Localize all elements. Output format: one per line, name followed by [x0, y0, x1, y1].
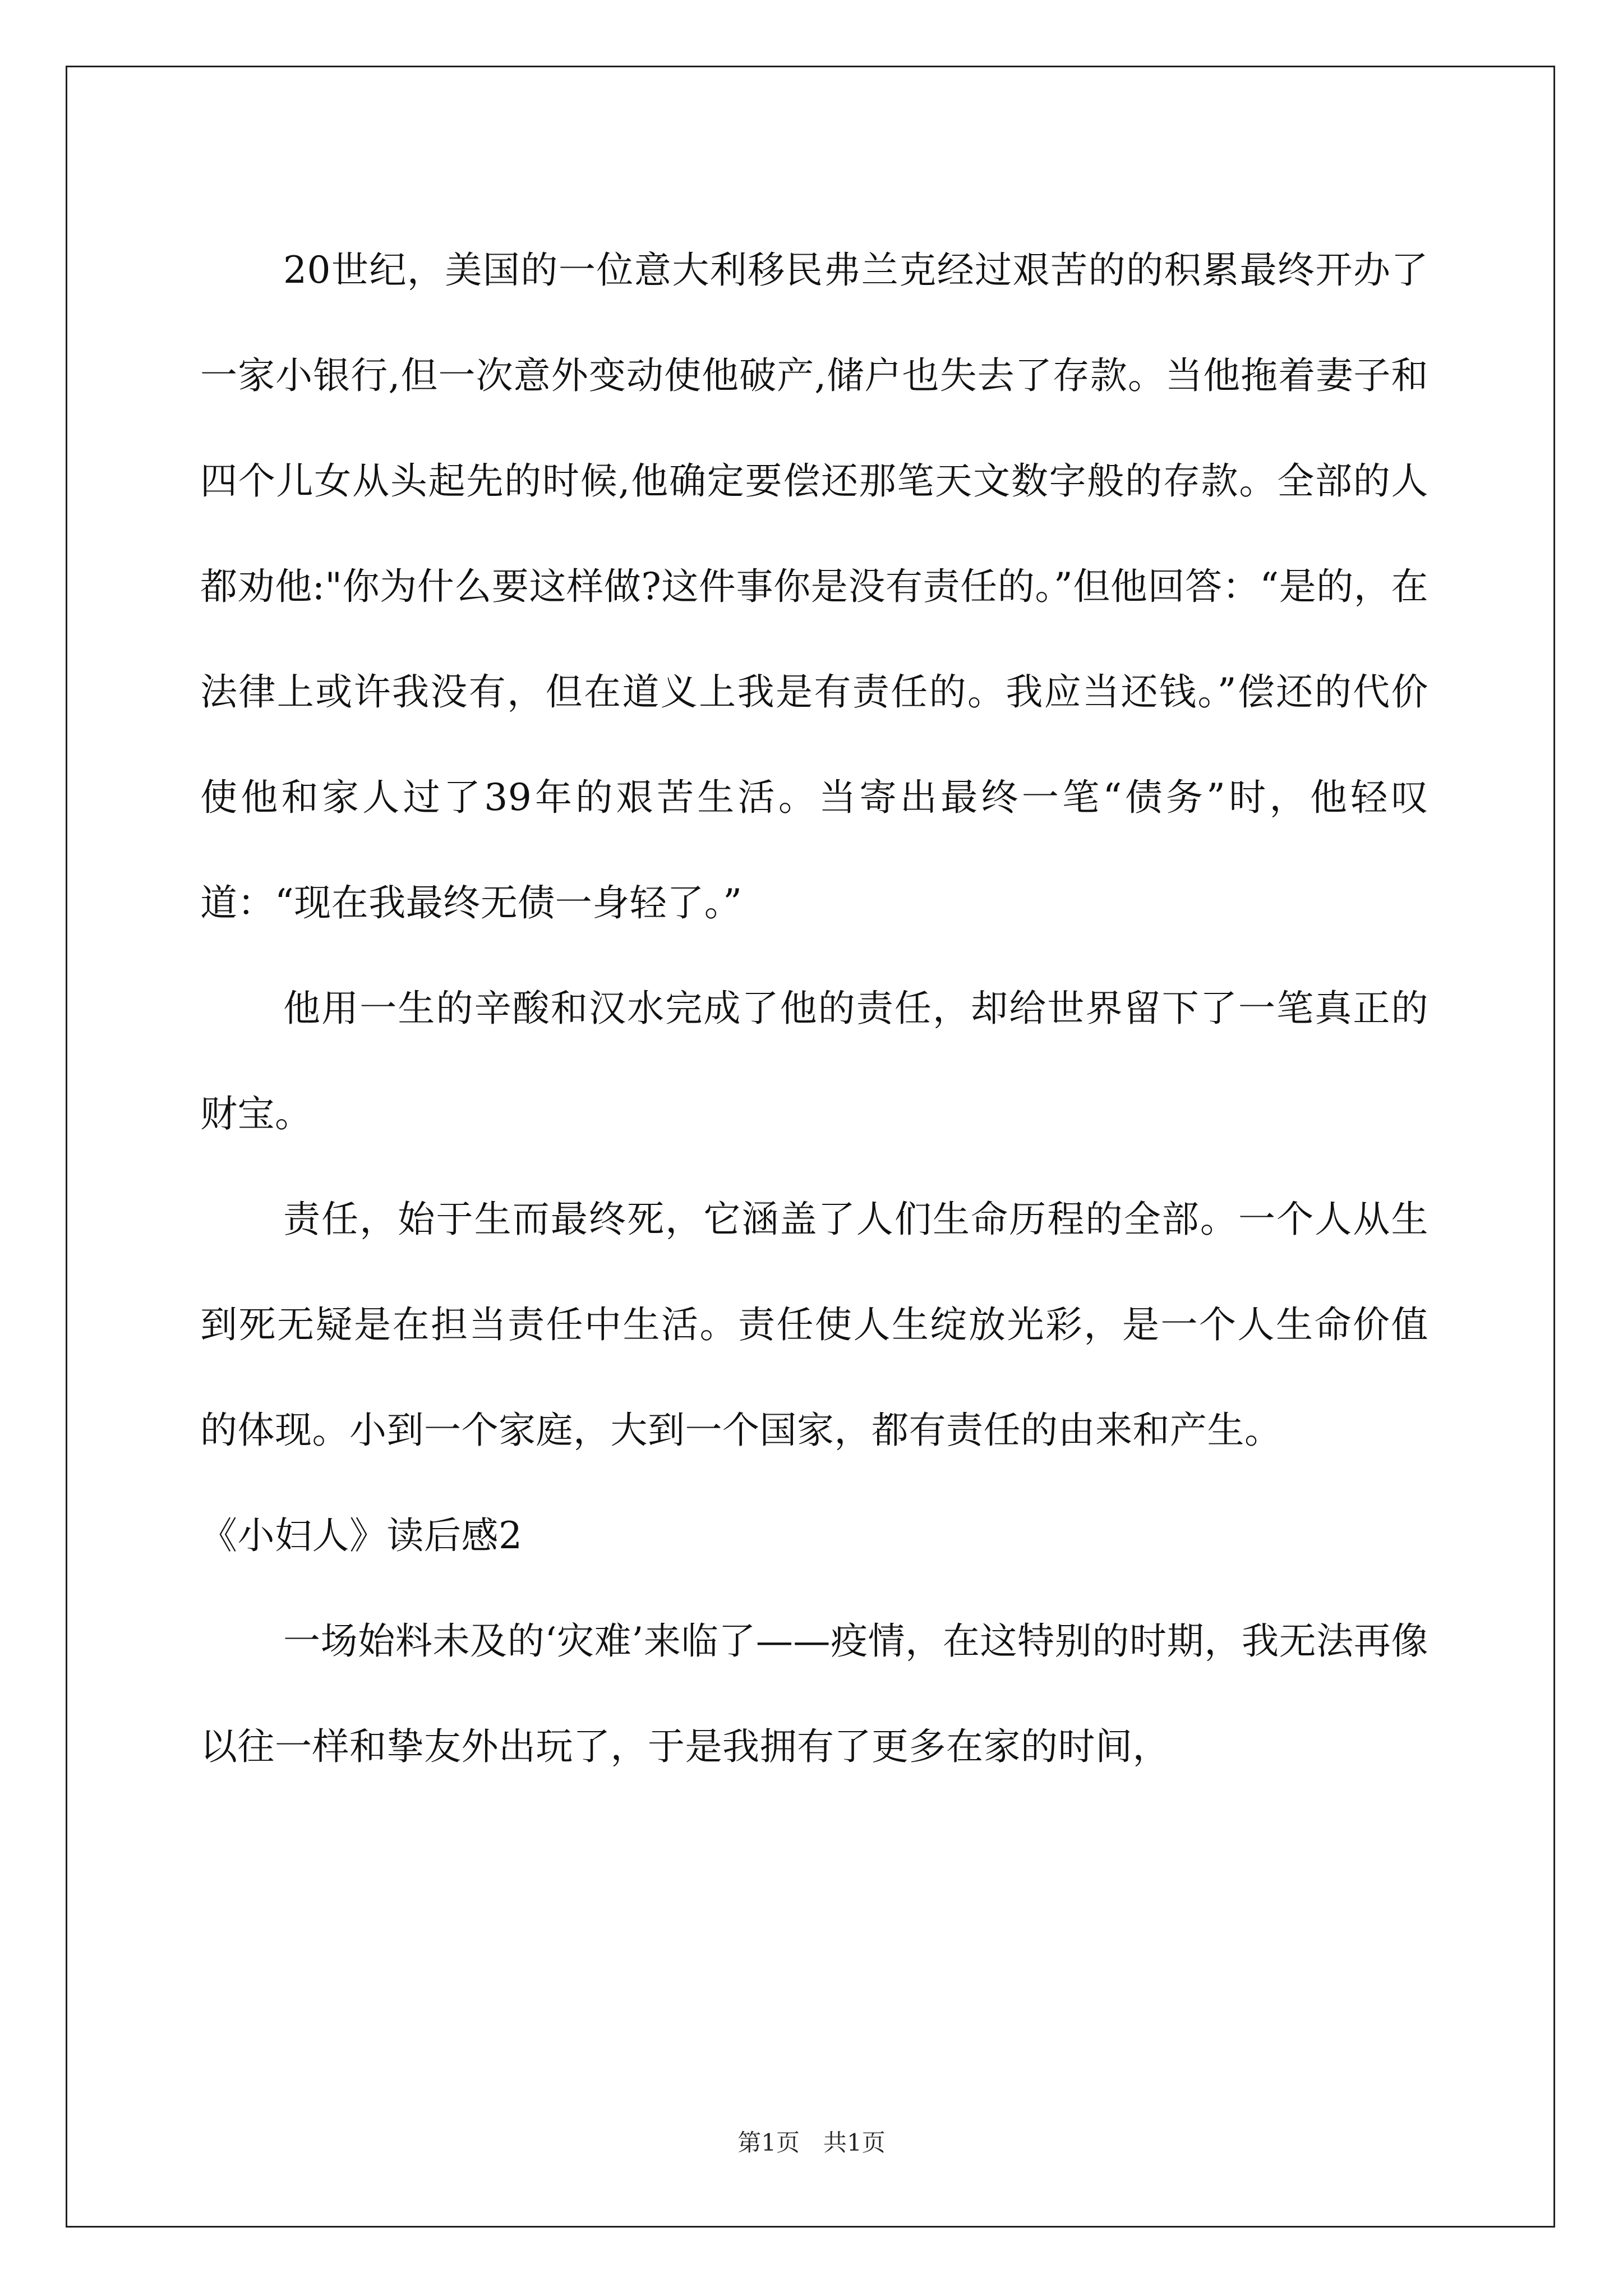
paragraph-treasure: 他用一生的辛酸和汉水完成了他的责任，却给世界留下了一笔真正的财宝。 [200, 987, 1428, 1135]
paragraph-frank-story: 20世纪，美国的一位意大利移民弗兰克经过艰苦的的积累最终开办了一家小银行,但一次意外变动使他破产,储户也失去了存款。当他拖着妻子和四个儿女从头起先的时候,他确定要偿还那笔天文数字般的存款。全部的人都劝他:"你为什么要这样做?这件事你是没有责任的。”但他回答：“是的，在法律上或许我没有，但在道义上我是有责任的。我应当还钱。”偿还的代价使他和家人过了39年的艰苦生活。当寄出最终一笔“债务”时，他轻叹道：“现在我最终无债一身轻了。” [200, 249, 1428, 924]
paragraph-responsibility: 责任，始于生而最终死，它涵盖了人们生命历程的全部。一个人从生到死无疑是在担当责任中生活。责任使人生绽放光彩，是一个人生命价值的体现。小到一个家庭，大到一个国家，都有责任的由来和产生。 [200, 1198, 1428, 1452]
section-title: 《小妇人》读后感2 [200, 1514, 523, 1557]
paragraph-epidemic: 一场始料未及的‘灾难’来临了——疫情，在这特别的时期，我无法再像以往一样和挚友外出玩了，于是我拥有了更多在家的时间， [200, 1619, 1428, 1768]
document-body [200, 218, 1428, 1800]
page-footer: 第1页 共1页 [737, 2129, 886, 2156]
